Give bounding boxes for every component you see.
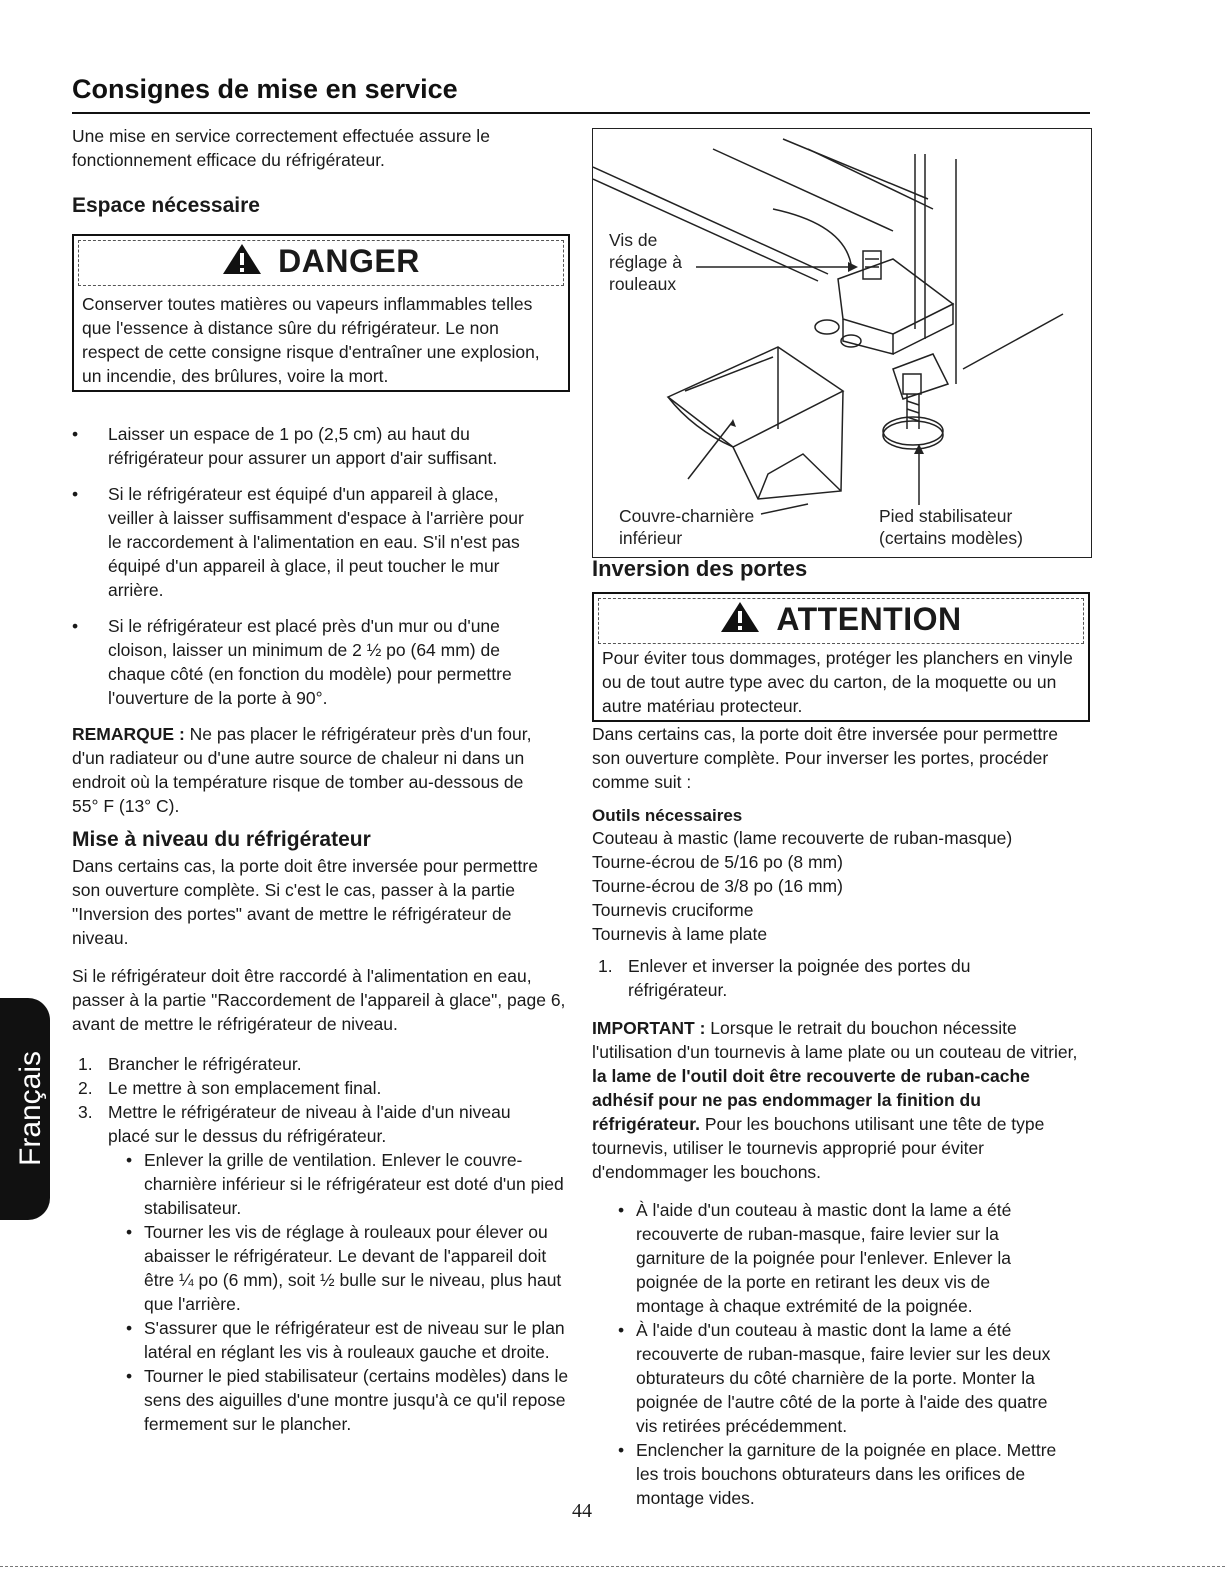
attention-box bbox=[592, 592, 1090, 722]
list-item: 3. Mettre le réfrigérateur de niveau à l'aide d'un niveau placé sur le dessus du réfrigérateur. bbox=[78, 1102, 511, 1146]
important-paragraph: IMPORTANT : Lorsque le retrait du bouchon nécessite l'utilisation d'un tournevis à lame plate ou un couteau de vitrier, la lame de l'outil doit être recouverte de ruban-cache adhésif pour ne pas endommager la finition du réfrigérateur. Pour les bouchons utilisant une tête de type tournevis, utiliser le tournevis approprié pour éviter d'endommager les bouchons. bbox=[592, 1018, 1078, 1182]
attention-header bbox=[598, 598, 1084, 644]
section-title-space: Espace nécessaire bbox=[72, 194, 260, 217]
leveling-steps bbox=[72, 1052, 552, 1148]
right-column bbox=[592, 556, 1092, 1510]
leveling-paragraph-2: Si le réfrigérateur doit être raccordé à l'alimentation en eau, passer à la partie "Raccordement de l'appareil à glace", page 6, avant de mettre le réfrigérateur de niveau. bbox=[72, 966, 566, 1034]
list-item: • S'assurer que le réfrigérateur est de niveau sur le plan latéral en réglant les vis à rouleaux gauche et droite. bbox=[126, 1318, 565, 1362]
remark-label: REMARQUE : bbox=[72, 724, 185, 744]
list-item: • Enlever la grille de ventilation. Enlever le couvre-charnière inférieur si le réfrigérateur est doté d'un pied stabilisateur. bbox=[126, 1150, 564, 1218]
list-item: Tourne-écrou de 5/16 po (8 mm) bbox=[592, 852, 843, 872]
danger-text: Conserver toutes matières ou vapeurs inflammables telles que l'essence à distance sûre du réfrigérateur. Le non respect de cette consigne risque d'entraîner une explosion, un incendie, des brûlures, voire la mort. bbox=[82, 294, 540, 386]
attention-text: Pour éviter tous dommages, protéger les planchers en vinyle ou de tout autre type avec du carton, de la moquette ou un autre matériau protecteur. bbox=[602, 648, 1073, 716]
tools-title: Outils nécessaires bbox=[592, 806, 743, 825]
remark-text: Ne pas placer le réfrigérateur près d'un four, d'un radiateur ou d'une autre source de chaleur ni dans un endroit où la température risque de tomber au-dessous de 55° F (13° C). bbox=[72, 724, 532, 816]
list-item: • Tourner les vis de réglage à rouleaux pour élever ou abaisser le réfrigérateur. Le devant de l'appareil doit être ¼ po (6 mm), soit ½ bulle sur le niveau, plus haut que l'arrière. bbox=[126, 1222, 562, 1314]
list-item: • Laisser un espace de 1 po (2,5 cm) au haut du réfrigérateur pour assurer un apport d'air suffisant. bbox=[72, 424, 498, 468]
hinge-illustration bbox=[592, 128, 1092, 558]
stabilizer-foot-label: Pied stabilisateur (certains modèles) bbox=[879, 506, 1023, 548]
list-item: 1. Enlever et inverser la poignée des portes du réfrigérateur. bbox=[598, 956, 971, 1000]
important-bold-text: la lame de l'outil doit être recouverte de ruban-cache adhésif pour ne pas endommager la finition du réfrigérateur. bbox=[592, 1066, 1030, 1134]
door-reversal-steps bbox=[592, 954, 1032, 1002]
section-title-leveling: Mise à niveau du réfrigérateur bbox=[72, 828, 371, 851]
list-item: • Enclencher la garniture de la poignée en place. Mettre les trois bouchons obturateurs dans les orifices de montage vides. bbox=[618, 1440, 1057, 1508]
page-number: 44 bbox=[572, 1500, 592, 1522]
left-column bbox=[72, 122, 572, 1436]
list-item: Tournevis cruciforme bbox=[592, 900, 754, 920]
leveling-sub-bullets bbox=[72, 1148, 572, 1436]
bottom-divider bbox=[0, 1566, 1225, 1567]
leveling-paragraph-1: Dans certains cas, la porte doit être inversée pour permettre son ouverture complète. Si c'est le cas, passer à la partie "Inversion des portes" avant de mettre le réfrigérateur de niveau. bbox=[72, 856, 538, 948]
list-item: Couteau à mastic (lame recouverte de ruban-masque) bbox=[592, 828, 1013, 848]
intro-paragraph: Une mise en service correctement effectuée assure le fonctionnement efficace du réfrigérateur. bbox=[72, 126, 490, 170]
section-title-door-reversal: Inversion des portes bbox=[592, 556, 808, 581]
hinge-cover-label: Couvre-charnière inférieur bbox=[619, 506, 755, 548]
door-reversal-intro: Dans certains cas, la porte doit être inversée pour permettre son ouverture complète. Pour inverser les portes, procéder comme suit : bbox=[592, 724, 1058, 792]
warning-triangle-icon bbox=[720, 601, 760, 638]
list-item: • Tourner le pied stabilisateur (certains modèles) dans le sens des aiguilles d'une montre jusqu'à ce qu'il repose fermement sur le plancher. bbox=[126, 1366, 569, 1434]
space-bullet-list bbox=[72, 422, 542, 710]
tools-list bbox=[592, 826, 1092, 946]
warning-triangle-icon bbox=[222, 243, 262, 280]
list-item: Tourne-écrou de 3/8 po (16 mm) bbox=[592, 876, 843, 896]
refrigerator-base-diagram bbox=[593, 129, 1091, 557]
list-item: • À l'aide d'un couteau à mastic dont la lame a été recouverte de ruban-masque, faire levier sur la garniture de la poignée pour l'enlever. Enlever la poignée de la porte en retirant les deux vis de montage à chaque extrémité de la poignée. bbox=[618, 1200, 1012, 1316]
important-label: IMPORTANT : bbox=[592, 1018, 706, 1038]
title-divider bbox=[72, 112, 1090, 114]
danger-header bbox=[78, 240, 564, 286]
list-item: • Si le réfrigérateur est placé près d'un mur ou d'une cloison, laisser un minimum de 2 ½ po (64 mm) de chaque côté (en fonction du modèle) pour permettre l'ouverture de la porte à 90°. bbox=[72, 616, 512, 708]
list-item: Tournevis à lame plate bbox=[592, 924, 768, 944]
remark-paragraph bbox=[72, 722, 552, 818]
attention-word: ATTENTION bbox=[776, 601, 962, 637]
page-title: Consignes de mise en service bbox=[72, 74, 458, 104]
list-item: 1. Brancher le réfrigérateur. bbox=[78, 1054, 302, 1074]
list-item: 2. Le mettre à son emplacement final. bbox=[78, 1078, 382, 1098]
list-item: • À l'aide d'un couteau à mastic dont la lame a été recouverte de ruban-masque, faire levier sur les deux obturateurs du côté charnière de la porte. Monter la poignée de l'autre côté de la porte à l'aide des quatre vis retirées précédemment. bbox=[618, 1320, 1051, 1436]
list-item: • Si le réfrigérateur est équipé d'un appareil à glace, veiller à laisser suffisamment d'espace à l'arrière pour le raccordement à l'alimentation en eau. S'il n'est pas équipé d'un appareil à glace, il peut toucher le mur arrière. bbox=[72, 484, 524, 600]
danger-word: DANGER bbox=[278, 243, 420, 279]
door-reversal-bullets bbox=[592, 1198, 1058, 1510]
language-tab-label: Français bbox=[14, 1050, 47, 1166]
roller-screw-label: Vis de réglage à rouleaux bbox=[609, 230, 682, 294]
danger-box bbox=[72, 234, 570, 392]
